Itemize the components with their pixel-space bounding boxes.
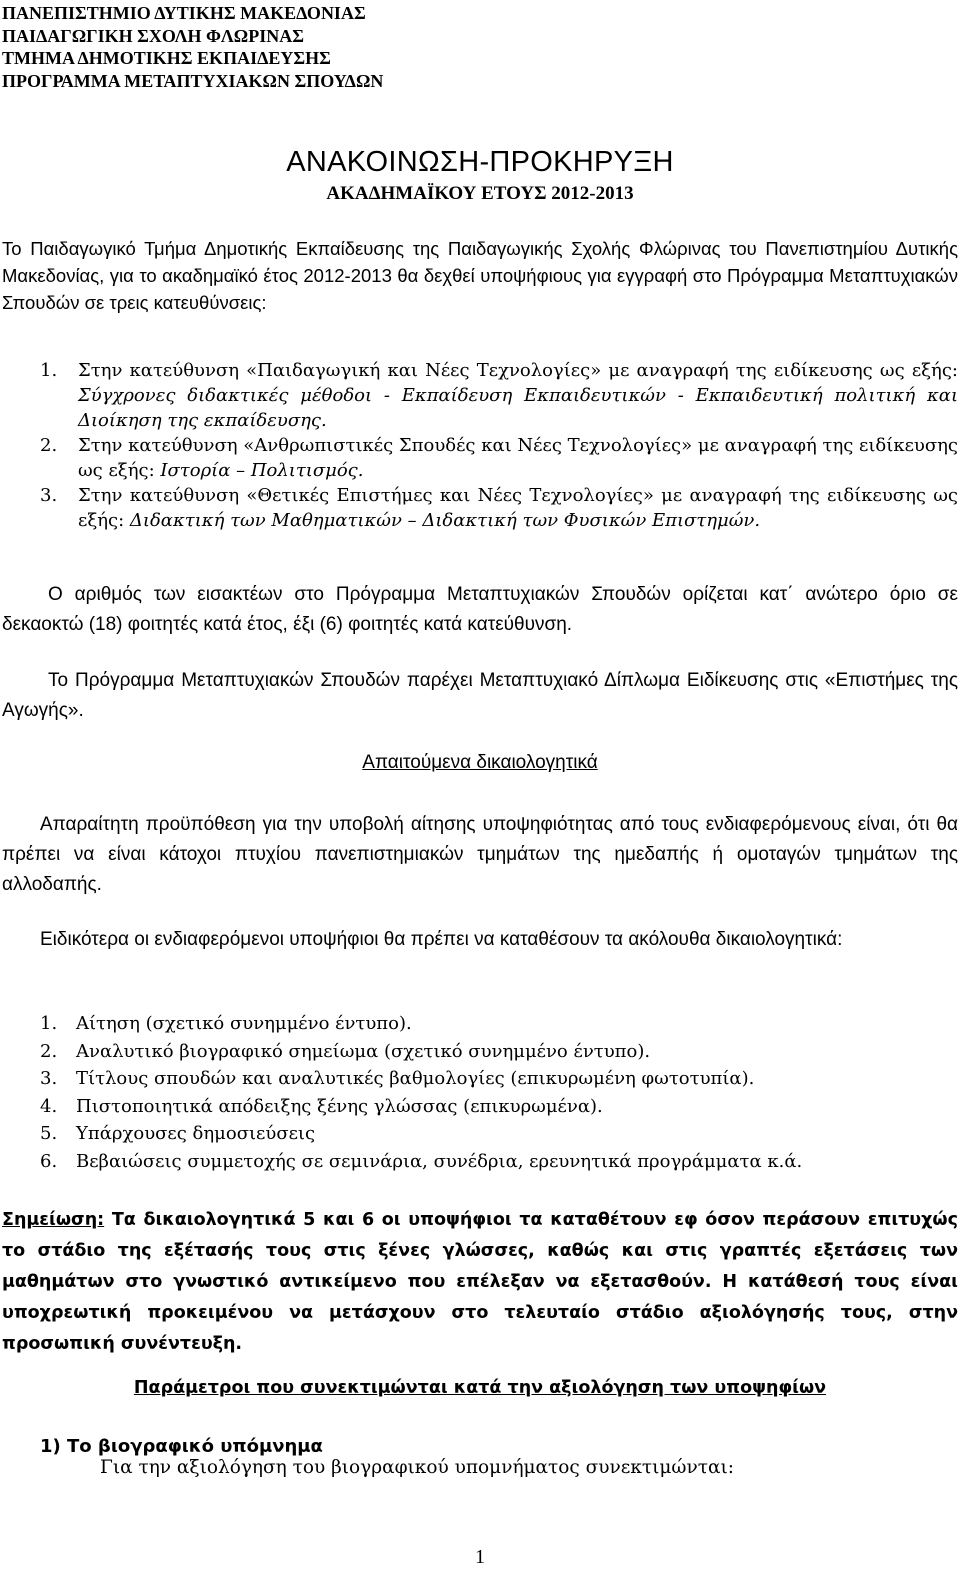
direction-number: 2. [40, 435, 58, 456]
criterion-text: Για την αξιολόγηση του βιογραφικού υπομνήματος συνεκτιμώνται: [100, 1457, 734, 1478]
document-item-2: 2. Αναλυτικό βιογραφικό σημείωμα (σχετικό συνημμένο έντυπο). [40, 1040, 651, 1062]
diploma-paragraph: Το Πρόγραμμα Μεταπτυχιακών Σπουδών παρέχει Μεταπτυχιακό Δίπλωμα Ειδίκευσης στις «Επιστήμες της Αγωγής». [2, 670, 958, 721]
direction-item-1 [40, 358, 958, 433]
document-item-1: 1. Αίτηση (σχετικό συνημμένο έντυπο). [40, 1013, 412, 1034]
direction-item-3 [40, 483, 958, 533]
required-documents-heading: Απαιτούμενα δικαιολογητικά [362, 752, 598, 773]
document-item-5: 5. Υπάρχουσες δημοσιεύσεις [40, 1123, 316, 1144]
direction-item-2 [40, 433, 958, 483]
document-item-6: 6. Βεβαιώσεις συμμετοχής σε σεμινάρια, συνέδρια, ερευνητικά προγράμματα κ.ά. [40, 1150, 803, 1172]
direction-specialization: Διδακτική των Μαθηματικών – Διδακτική των Φυσικών Επιστημών. [129, 510, 761, 531]
direction-text: Στην κατεύθυνση «Θετικές Επιστήμες και Νέες Τεχνολογίες» με αναγραφή της ειδίκευσης ως εξής: [78, 485, 958, 531]
document-item-4: 4. Πιστοποιητικά απόδειξης ξένης γλώσσας (επικυρωμένα). [40, 1095, 603, 1117]
intro-paragraph: Το Παιδαγωγικό Τμήμα Δημοτικής Εκπαίδευσης της Παιδαγωγικής Σχολής Φλώρινας του Πανεπιστημίου Δυτικής Μακεδονίας, για το ακαδημαϊκό έτος 2012-2013 θα δεχθεί υποψήφιους για εγγραφή στο Πρόγραμμα Μεταπτυχιακών Σπουδών σε τρεις κατευθύνσεις: [2, 238, 958, 313]
direction-number: 1. [40, 360, 58, 381]
announcement-title: ΑΝΑΚΟΙΝΩΣΗ-ΠΡΟΚΗΡΥΞΗ [286, 146, 674, 178]
note-paragraph [2, 1205, 958, 1360]
direction-text: Στην κατεύθυνση «Παιδαγωγική και Νέες Τεχνολογίες» με αναγραφή της ειδίκευσης ως εξής: [78, 360, 958, 381]
academic-year-subtitle: ΑΚΑΔΗΜΑΪΚΟΥ ΕΤΟΥΣ 2012-2013 [326, 183, 634, 204]
specific-requirements-paragraph: Ειδικότερα οι ενδιαφερόμενοι υποψήφιοι θα πρέπει να καταθέσουν τα ακόλουθα δικαιολογητικά: [40, 929, 843, 950]
direction-number: 3. [40, 485, 58, 506]
header-school: ΠΑΙΔΑΓΩΓΙΚΗ ΣΧΟΛΗ ΦΛΩΡΙΝΑΣ [2, 25, 304, 46]
note-text: Τα δικαιολογητικά 5 και 6 οι υποψήφιοι τα καταθέτουν εφ όσον περάσουν επιτυχώς το στάδιο της εξέτασής τους στις ξένες γλώσσες, καθώς και στις γραπτές εξετάσεις των μαθημάτων στο γνωστικό αντικείμενο που επέλεξαν να εξετασθούν. Η κατάθεσή τους είναι υποχρεωτική προκειμένου να μετάσχουν στο τελευταίο στάδιο αξιολόγησής τους, στην προσωπική συνέντευξη. [2, 1210, 958, 1354]
criterion-cv [40, 1436, 734, 1478]
header-program: ΠΡΟΓΡΑΜΜΑ ΜΕΤΑΠΤΥΧΙΑΚΩΝ ΣΠΟΥΔΩΝ [2, 70, 384, 91]
note-label: Σημείωση: [2, 1210, 105, 1230]
direction-text: Στην κατεύθυνση «Ανθρωπιστικές Σπουδές και Νέες Τεχνολογίες» με αναγραφή της ειδίκευσης ως εξής: [78, 435, 958, 481]
direction-specialization: Σύγχρονες διδακτικές μέθοδοι - Εκπαίδευση Εκπαιδευτικών - Εκπαιδευτική πολιτική και Διοίκηση της εκπαίδευσης. [78, 385, 958, 431]
prerequisite-paragraph: Απαραίτητη προϋπόθεση για την υποβολή αίτησης υποψηφιότητας από τους ενδιαφερόμενους είναι, ότι θα πρέπει να είναι κάτοχοι πτυχίου πανεπιστημιακών τμημάτων της ημεδαπής ή ομοταγών τμημάτων της αλλοδαπής. [2, 814, 958, 895]
header-department: ΤΜΗΜΑ ΔΗΜΟΤΙΚΗΣ ΕΚΠΑΙΔΕΥΣΗΣ [2, 48, 331, 68]
header-university: ΠΑΝΕΠΙΣΤΗΜΙΟ ΔΥΤΙΚΗΣ ΜΑΚΕΔΟΝΙΑΣ [2, 3, 366, 23]
admission-paragraph: Ο αριθμός των εισακτέων στο Πρόγραμμα Μεταπτυχιακών Σπουδών ορίζεται κατ΄ ανώτερο όριο σε δεκαοκτώ (18) φοιτητές κατά έτος, έξι (6) φοιτητές κατά κατεύθυνση. [2, 584, 958, 635]
evaluation-parameters-heading: Παράμετροι που συνεκτιμώνται κατά την αξιολόγηση των υποψηφίων [133, 1378, 827, 1398]
directions-list [40, 358, 958, 533]
criterion-heading: 1) Το βιογραφικό υπόμνημα [40, 1436, 323, 1457]
documents-list [40, 1010, 802, 1175]
direction-specialization: Ιστορία – Πολιτισμός. [160, 460, 364, 481]
document-item-3: 3. Τίτλους σπουδών και αναλυτικές βαθμολογίες (επικυρωμένη φωτοτυπία). [40, 1068, 755, 1089]
institution-header [2, 2, 383, 92]
page-number: 1 [475, 1546, 485, 1568]
